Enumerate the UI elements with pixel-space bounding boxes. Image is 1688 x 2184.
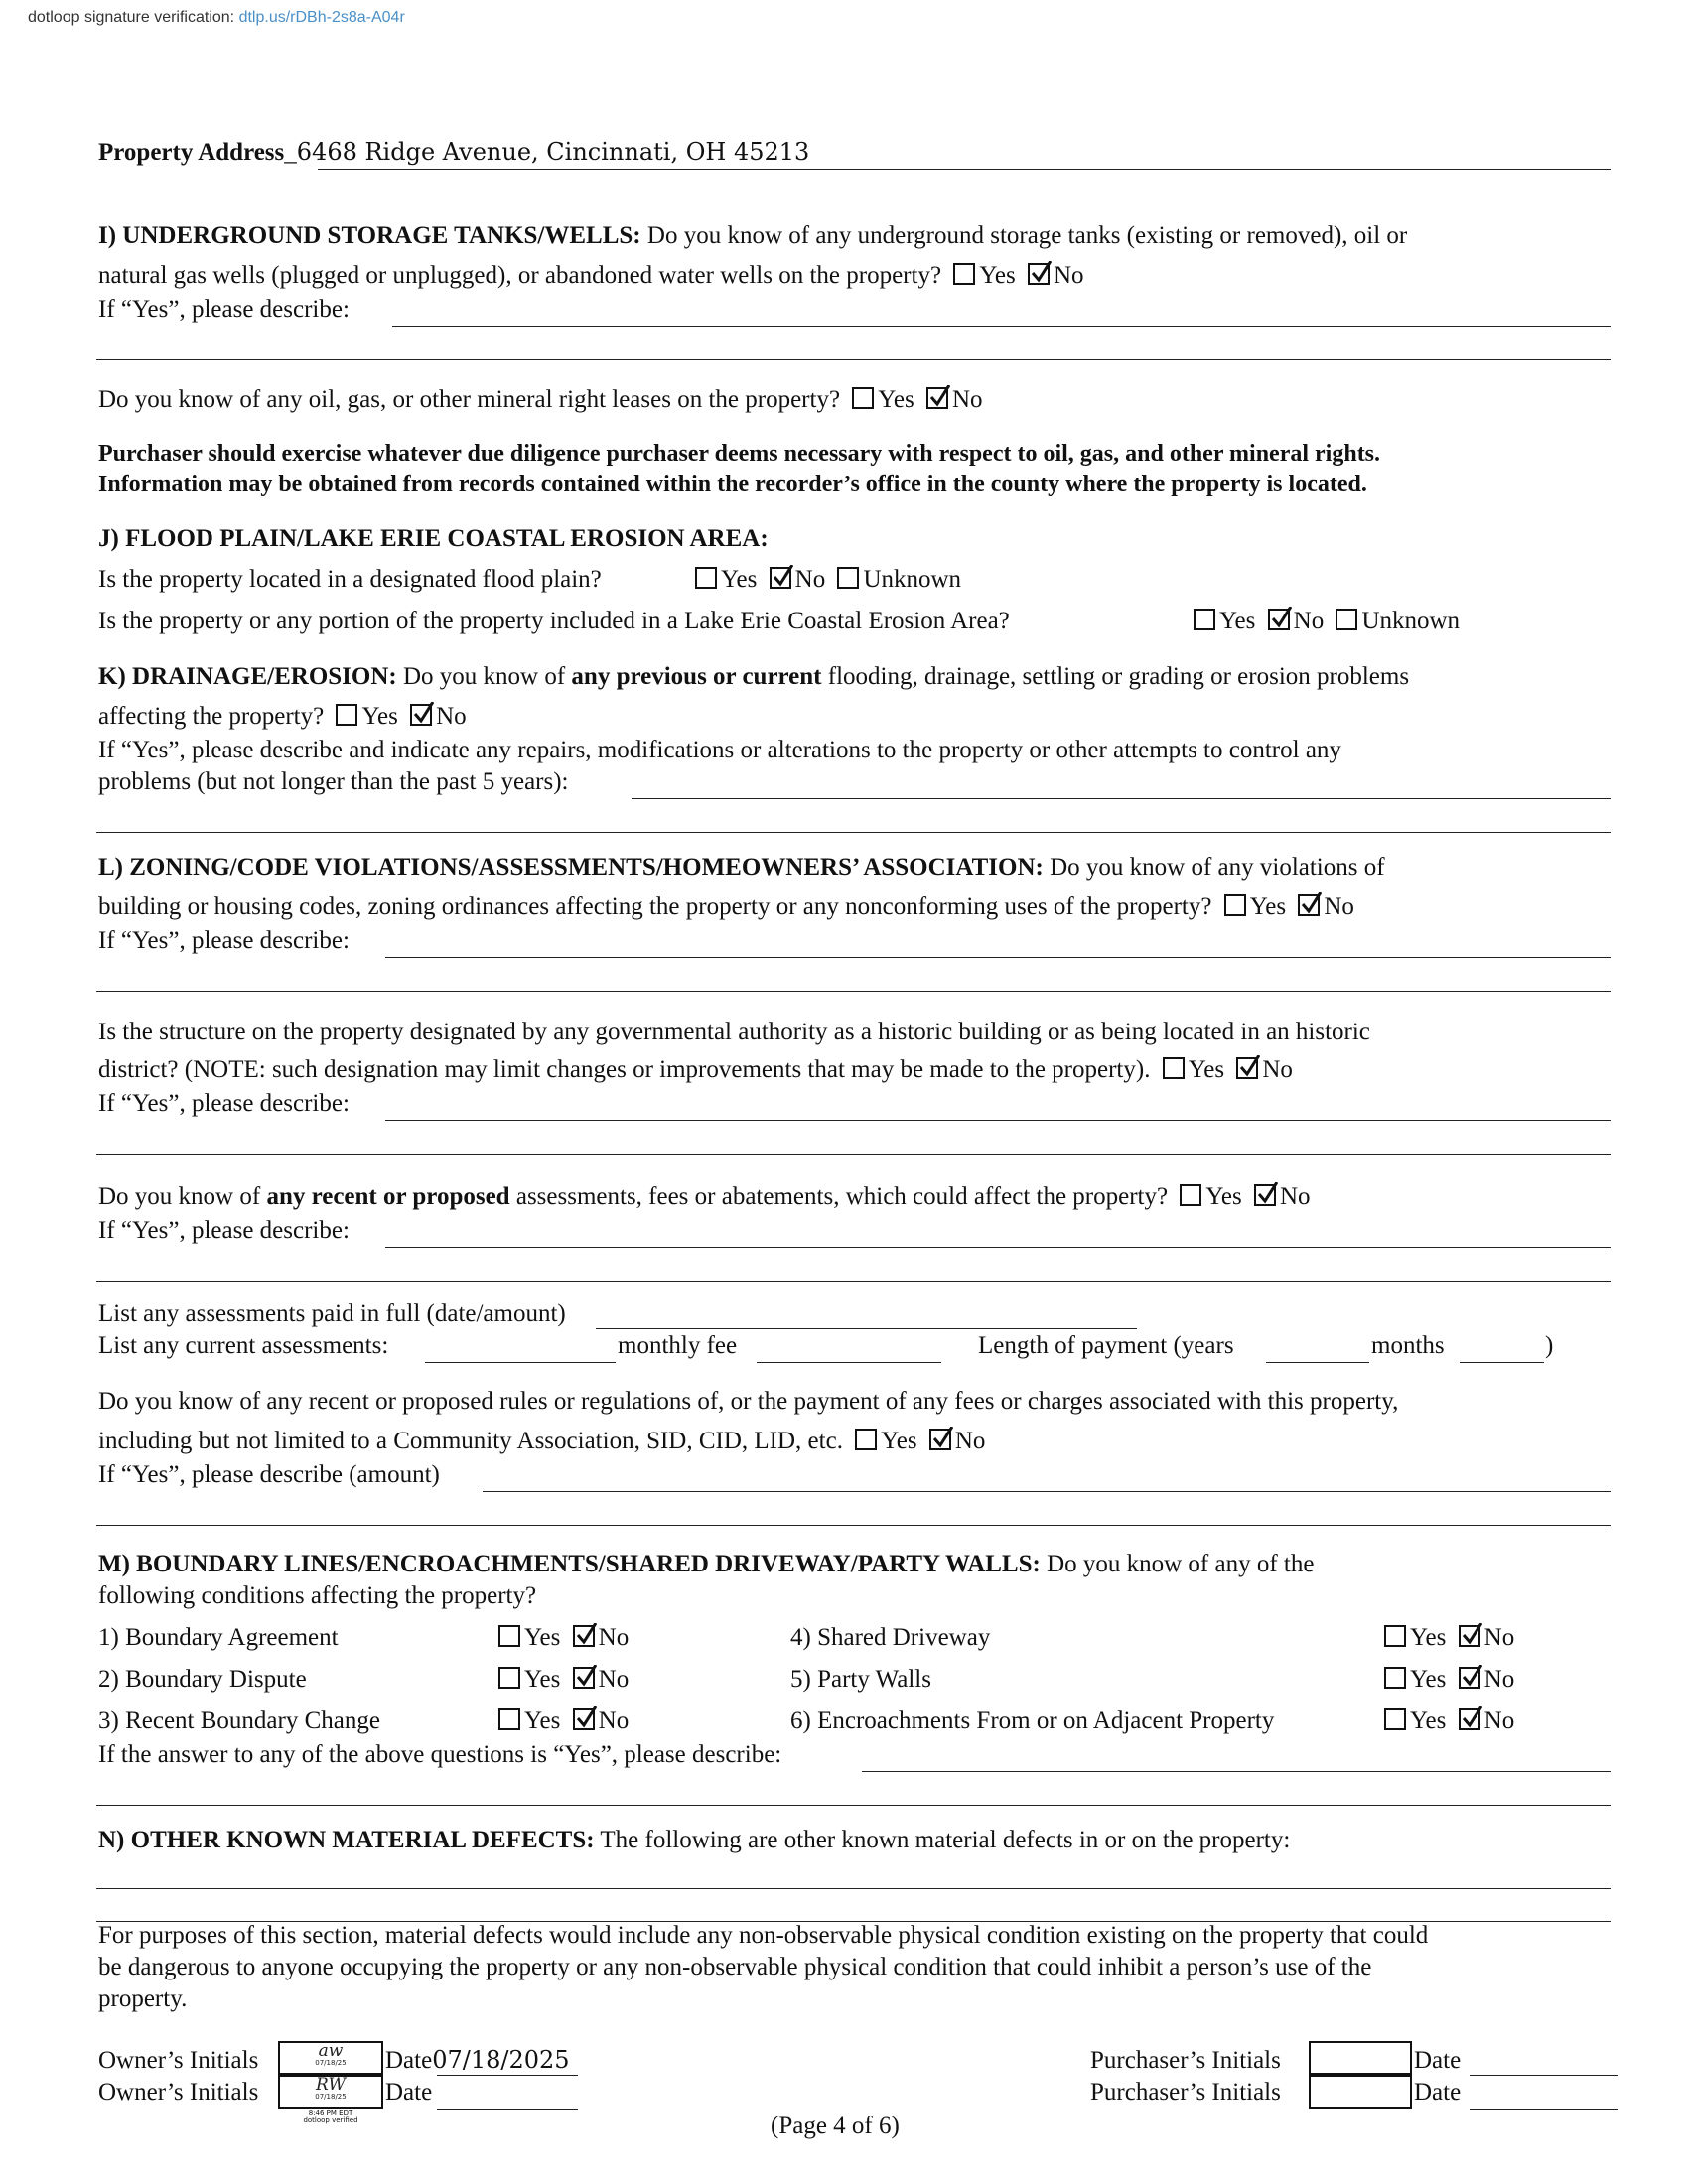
check-mark-icon bbox=[1300, 892, 1322, 916]
encroachments-yes-checkbox[interactable] bbox=[1384, 1708, 1406, 1730]
section-m-item-2-label: 2) Boundary Dispute bbox=[98, 1666, 307, 1693]
section-l-q1-describe-label: If “Yes”, please describe: bbox=[98, 927, 350, 954]
section-i-describe-field-2[interactable] bbox=[96, 359, 1611, 360]
current-assessments-field[interactable] bbox=[425, 1362, 616, 1363]
verification-link[interactable]: dtlp.us/rDBh-2s8a-A04r bbox=[238, 9, 405, 26]
section-i-q2: Do you know of any oil, gas, or other mineral right leases on the property? Yes No bbox=[98, 386, 983, 413]
section-m-describe-field-2[interactable] bbox=[96, 1805, 1611, 1806]
section-i-q1-no-checkbox[interactable] bbox=[1028, 263, 1050, 285]
section-l-q3-describe-label: If “Yes”, please describe: bbox=[98, 1217, 350, 1244]
section-l-q4-describe-label: If “Yes”, please describe (amount) bbox=[98, 1461, 440, 1488]
purchaser-date-label-2: Date bbox=[1414, 2079, 1462, 2106]
boundary-agreement-no-checkbox[interactable] bbox=[573, 1625, 595, 1647]
property-address-value: 6468 Ridge Avenue, Cincinnati, OH 45213 bbox=[296, 138, 810, 166]
section-l-q4-yes-checkbox[interactable] bbox=[855, 1429, 877, 1450]
section-k-describe-line1: If “Yes”, please describe and indicate any repairs, modifications or alterations to the property or other attempts to control any bbox=[98, 737, 1341, 763]
page-number: (Page 4 of 6) bbox=[771, 2113, 900, 2139]
section-l-q3-yes-checkbox[interactable] bbox=[1180, 1184, 1201, 1206]
check-mark-icon bbox=[1461, 1665, 1482, 1689]
section-l-q3-describe-field-2[interactable] bbox=[96, 1281, 1611, 1282]
section-i-q2-no-checkbox[interactable] bbox=[926, 387, 948, 409]
section-m-item-2-options: Yes No bbox=[492, 1664, 629, 1695]
length-of-payment-label: Length of payment (years bbox=[978, 1332, 1234, 1359]
section-k-describe-line2: problems (but not longer than the past 5 years): bbox=[98, 768, 569, 795]
section-l-q1-describe-field[interactable] bbox=[385, 957, 1611, 958]
check-mark-icon bbox=[1461, 1706, 1482, 1730]
section-m-line2: following conditions affecting the property? bbox=[98, 1582, 537, 1609]
section-j-q2-no-checkbox[interactable] bbox=[1268, 609, 1290, 630]
section-i-q1-line1: I) UNDERGROUND STORAGE TANKS/WELLS: Do you know of any underground storage tanks (existing or removed), oil or bbox=[98, 222, 1408, 249]
section-l-q2-describe-field[interactable] bbox=[385, 1120, 1611, 1121]
property-address-line bbox=[318, 169, 1611, 170]
purchaser-initials-label-1: Purchaser’s Initials bbox=[1090, 2047, 1281, 2074]
boundary-agreement-yes-checkbox[interactable] bbox=[498, 1625, 520, 1647]
assessments-paid-label: List any assessments paid in full (date/amount) bbox=[98, 1300, 566, 1327]
section-m-item-5-label: 5) Party Walls bbox=[790, 1666, 931, 1693]
section-l-q4-no-checkbox[interactable] bbox=[929, 1429, 951, 1450]
years-field[interactable] bbox=[1266, 1362, 1369, 1363]
recent-boundary-change-no-checkbox[interactable] bbox=[573, 1708, 595, 1730]
purchaser-initials-label-2: Purchaser’s Initials bbox=[1090, 2079, 1281, 2106]
purchaser-initials-box-1[interactable] bbox=[1309, 2041, 1412, 2075]
section-l-q4-describe-field-2[interactable] bbox=[96, 1525, 1611, 1526]
owner-signature-1: aw bbox=[318, 2041, 344, 2061]
owner-signature-2: RW bbox=[316, 2075, 346, 2095]
check-mark-icon bbox=[575, 1665, 597, 1689]
check-mark-icon bbox=[575, 1706, 597, 1730]
owner-date-label-1: Date07/18/2025 bbox=[385, 2046, 570, 2074]
section-m-item-4-label: 4) Shared Driveway bbox=[790, 1624, 991, 1651]
verification-header bbox=[28, 8, 405, 28]
purchaser-date-field-2[interactable] bbox=[1470, 2109, 1618, 2110]
section-j-title: J) FLOOD PLAIN/LAKE ERIE COASTAL EROSION AREA: bbox=[98, 525, 769, 552]
close-paren: ) bbox=[1545, 1332, 1554, 1359]
owner-initials-label-1: Owner’s Initials bbox=[98, 2047, 259, 2074]
encroachments-no-checkbox[interactable] bbox=[1459, 1708, 1480, 1730]
shared-driveway-yes-checkbox[interactable] bbox=[1384, 1625, 1406, 1647]
section-m-describe-label: If the answer to any of the above questions is “Yes”, please describe: bbox=[98, 1741, 782, 1768]
section-l-q3: Do you know of any recent or proposed assessments, fees or abatements, which could affect the property? Yes No bbox=[98, 1183, 1311, 1210]
section-m-describe-field[interactable] bbox=[862, 1771, 1611, 1772]
property-address-label: Property Address bbox=[98, 139, 285, 166]
check-mark-icon bbox=[412, 702, 434, 726]
check-mark-icon bbox=[1238, 1055, 1260, 1079]
check-mark-icon bbox=[575, 1623, 597, 1647]
section-n-line1: N) OTHER KNOWN MATERIAL DEFECTS: The following are other known material defects in or on the property: bbox=[98, 1827, 1291, 1853]
section-l-q1-no-checkbox[interactable] bbox=[1298, 894, 1320, 916]
section-i-q1-line2: natural gas wells (plugged or unplugged), or abandoned water wells on the property? Yes No bbox=[98, 262, 1084, 289]
owner-date-field-2[interactable] bbox=[437, 2109, 578, 2110]
section-j-q2-options: Yes No Unknown bbox=[1188, 606, 1460, 636]
section-l-q3-no-checkbox[interactable] bbox=[1254, 1184, 1276, 1206]
section-l-title: L) ZONING/CODE VIOLATIONS/ASSESSMENTS/HOMEOWNERS’ ASSOCIATION: bbox=[98, 854, 1044, 881]
material-defects-line3: property. bbox=[98, 1985, 188, 2012]
months-field[interactable] bbox=[1460, 1362, 1544, 1363]
section-l-q2-line2: district? (NOTE: such designation may limit changes or improvements that may be made to the property). Yes No bbox=[98, 1056, 1293, 1083]
section-k-line2: affecting the property? Yes No bbox=[98, 703, 467, 730]
check-mark-icon bbox=[1256, 1182, 1278, 1206]
recent-boundary-change-yes-checkbox[interactable] bbox=[498, 1708, 520, 1730]
section-i-describe-field[interactable] bbox=[392, 326, 1611, 327]
section-l-q2-yes-checkbox[interactable] bbox=[1163, 1057, 1185, 1079]
owner-date-value: 07/18/2025 bbox=[432, 2046, 570, 2074]
section-i-q1-yes-checkbox[interactable] bbox=[953, 263, 975, 285]
section-m-item-4-options: Yes No bbox=[1378, 1622, 1514, 1653]
section-m-title: M) BOUNDARY LINES/ENCROACHMENTS/SHARED DRIVEWAY/PARTY WALLS: bbox=[98, 1551, 1041, 1577]
section-l-q2-describe-label: If “Yes”, please describe: bbox=[98, 1090, 350, 1117]
current-assessments-label: List any current assessments: bbox=[98, 1332, 389, 1359]
months-label: months bbox=[1371, 1332, 1445, 1359]
owner-initials-label-2: Owner’s Initials bbox=[98, 2079, 259, 2106]
section-k-no-checkbox[interactable] bbox=[410, 704, 432, 726]
dotloop-verification-stamp: 8:46 PM EDT dotloop verified bbox=[303, 2109, 358, 2124]
section-l-q1-yes-checkbox[interactable] bbox=[1224, 894, 1246, 916]
section-n-title: N) OTHER KNOWN MATERIAL DEFECTS: bbox=[98, 1827, 595, 1853]
assessments-paid-field[interactable] bbox=[596, 1328, 1137, 1329]
boundary-dispute-no-checkbox[interactable] bbox=[573, 1667, 595, 1689]
check-mark-icon bbox=[772, 565, 793, 589]
owner-initials-box-1[interactable]: aw 07/18/25 bbox=[278, 2041, 383, 2075]
section-l-q4-line2: including but not limited to a Community Association, SID, CID, LID, etc. Yes No bbox=[98, 1428, 986, 1454]
section-l-q1-describe-field-2[interactable] bbox=[96, 991, 1611, 992]
section-m-item-1-label: 1) Boundary Agreement bbox=[98, 1624, 339, 1651]
section-m-item-6-options: Yes No bbox=[1378, 1706, 1514, 1736]
section-j-q2-unknown-checkbox[interactable] bbox=[1336, 609, 1357, 630]
section-k-describe-field[interactable] bbox=[632, 798, 1611, 799]
section-l-q3-describe-field[interactable] bbox=[385, 1247, 1611, 1248]
section-l-q2-describe-field-2[interactable] bbox=[96, 1154, 1611, 1155]
party-walls-yes-checkbox[interactable] bbox=[1384, 1667, 1406, 1689]
section-k-title: K) DRAINAGE/EROSION: bbox=[98, 663, 397, 690]
purchaser-date-field-1[interactable] bbox=[1470, 2075, 1618, 2076]
section-m-item-3-options: Yes No bbox=[492, 1706, 629, 1736]
owner-date-label-2: Date bbox=[385, 2079, 433, 2106]
section-m-item-3-label: 3) Recent Boundary Change bbox=[98, 1707, 380, 1734]
section-m-item-6-label: 6) Encroachments From or on Adjacent Property bbox=[790, 1707, 1275, 1734]
section-m-item-5-options: Yes No bbox=[1378, 1664, 1514, 1695]
section-j-q2-yes-checkbox[interactable] bbox=[1194, 609, 1215, 630]
section-l-line1: L) ZONING/CODE VIOLATIONS/ASSESSMENTS/HOMEOWNERS’ ASSOCIATION: Do you know of any violations of bbox=[98, 854, 1385, 881]
section-j-q1: Is the property located in a designated flood plain? bbox=[98, 566, 602, 593]
check-mark-icon bbox=[1030, 261, 1052, 285]
check-mark-icon bbox=[928, 385, 950, 409]
check-mark-icon bbox=[1270, 607, 1292, 630]
section-i-title: I) UNDERGROUND STORAGE TANKS/WELLS: bbox=[98, 222, 641, 249]
owner-date-field-1[interactable] bbox=[437, 2075, 578, 2076]
section-i-describe-label: If “Yes”, please describe: bbox=[98, 296, 350, 323]
monthly-fee-label: monthly fee bbox=[618, 1332, 738, 1359]
section-j-q1-no-checkbox[interactable] bbox=[770, 567, 791, 589]
mineral-rights-notice-line2: Information may be obtained from records contained within the recorder’s office in the county where the property is located. bbox=[98, 472, 1367, 497]
party-walls-no-checkbox[interactable] bbox=[1459, 1667, 1480, 1689]
section-n-field-1[interactable] bbox=[96, 1888, 1611, 1889]
section-l-q2-no-checkbox[interactable] bbox=[1236, 1057, 1258, 1079]
purchaser-date-label-1: Date bbox=[1414, 2047, 1462, 2074]
section-l-q4-describe-field[interactable] bbox=[483, 1491, 1611, 1492]
mineral-rights-notice-line1: Purchaser should exercise whatever due diligence purchaser deems necessary with respect to oil, gas, and other mineral rights. bbox=[98, 441, 1381, 467]
section-k-yes-checkbox[interactable] bbox=[336, 704, 357, 726]
shared-driveway-no-checkbox[interactable] bbox=[1459, 1625, 1480, 1647]
material-defects-line1: For purposes of this section, material defects would include any non-observable physical condition existing on the property that could bbox=[98, 1922, 1429, 1949]
section-j-q1-yes-checkbox[interactable] bbox=[695, 567, 717, 589]
section-j-q1-unknown-checkbox[interactable] bbox=[837, 567, 859, 589]
purchaser-initials-box-2[interactable] bbox=[1309, 2075, 1412, 2109]
section-m-item-1-options: Yes No bbox=[492, 1622, 629, 1653]
monthly-fee-field[interactable] bbox=[757, 1362, 941, 1363]
section-l-q4-line1: Do you know of any recent or proposed rules or regulations of, or the payment of any fees or charges associated with this property, bbox=[98, 1388, 1399, 1415]
section-k-line1: K) DRAINAGE/EROSION: Do you know of any previous or current flooding, drainage, settling or grading or erosion problems bbox=[98, 663, 1410, 690]
section-j-q1-options: Yes No Unknown bbox=[689, 564, 961, 595]
owner-initials-box-2[interactable]: RW 07/18/25 bbox=[278, 2075, 383, 2109]
section-l-q1-line2: building or housing codes, zoning ordinances affecting the property or any nonconforming uses of the property? Yes No bbox=[98, 893, 1354, 920]
section-j-q2: Is the property or any portion of the property included in a Lake Erie Coastal Erosion Area? bbox=[98, 608, 1010, 634]
material-defects-line2: be dangerous to anyone occupying the property or any non-observable physical condition that could inhibit a person’s use of the bbox=[98, 1954, 1372, 1980]
section-k-describe-field-2[interactable] bbox=[96, 832, 1611, 833]
section-l-q2-line1: Is the structure on the property designated by any governmental authority as a historic building or as being located in an historic bbox=[98, 1019, 1370, 1045]
property-address-row: Property Address_6468 Ridge Avenue, Cincinnati, OH 45213 bbox=[98, 138, 810, 166]
section-i-q2-yes-checkbox[interactable] bbox=[852, 387, 874, 409]
section-m-line1: M) BOUNDARY LINES/ENCROACHMENTS/SHARED DRIVEWAY/PARTY WALLS: Do you know of any of the bbox=[98, 1551, 1315, 1577]
check-mark-icon bbox=[1461, 1623, 1482, 1647]
boundary-dispute-yes-checkbox[interactable] bbox=[498, 1667, 520, 1689]
verification-label: dotloop signature verification: bbox=[28, 9, 235, 26]
check-mark-icon bbox=[931, 1427, 953, 1450]
